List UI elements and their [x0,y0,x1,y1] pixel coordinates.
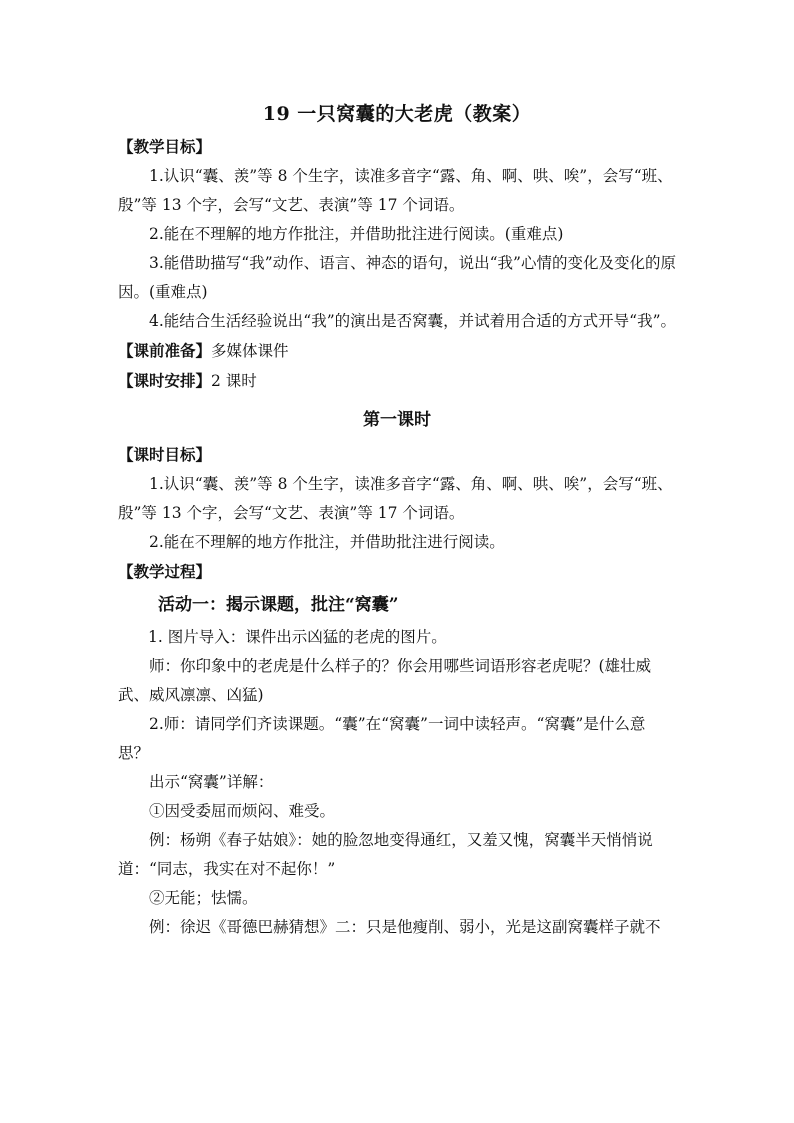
activity-one-title: 活动一：揭示课题，批注“窝囊” [158,595,399,615]
process-heading [118,557,676,587]
activity-paragraph: 例：杨朔《春子姑娘》：她的脸忽地变得通红，又羞又愧，窝囊半天悄悄说道：“同志，我实在对不起你！” [118,831,653,878]
lesson-goal-item: 1.认识“囊、羡”等 8 个生字，读准多音字“露、角、啊、哄、唉”，会写“班、殷”等 13 个字，会写“文艺、表演”等 17 个词语。 [118,475,673,522]
activity-paragraph: 师：你印象中的老虎是什么样子的？你会用哪些词语形容老虎呢？(雄壮威武、威风凛凛、凶猛) [118,657,652,704]
schedule-line [118,366,676,396]
schedule-value: 2 课时 [211,372,257,390]
process-label: 【教学过程】 [118,562,212,581]
prep-label: 【课前准备】 [118,341,212,360]
teaching-goals-label: 【教学目标】 [118,137,212,156]
activity-paragraph: 1. 图片导入：课件出示凶猛的老虎的图片。 [148,628,447,646]
prep-line [118,336,676,366]
activity-paragraph: 例：徐迟《哥德巴赫猜想》二：只是他瘦削、弱小，光是这副窝囊样子就不 [149,918,661,936]
lesson-one-title: 第一课时 [363,410,431,430]
lesson-goal-item: 2.能在不理解的地方作批注，并借助批注进行阅读。 [149,533,505,551]
document-title: 19 一只窝囊的大老虎（教案） [262,103,532,125]
goal-item: 4.能结合生活经验说出“我”的演出是否窝囊，并试着用合适的方式开导“我”。 [149,312,676,330]
goal-item: 3.能借助描写“我”动作、语言、神态的语句，说出“我”心情的变化及变化的原因。(重难点) [118,254,676,301]
lesson-goals-label: 【课时目标】 [118,445,212,464]
document-body [118,100,676,942]
schedule-label: 【课时安排】 [118,371,212,390]
activity-paragraph: ①因受委屈而烦闷、难受。 [149,802,336,820]
lesson-goals-heading [118,440,676,470]
goal-item: 1.认识“囊、羡”等 8 个生字，读准多音字“露、角、啊、哄、唉”，会写“班、殷”等 13 个字，会写“文艺、表演”等 17 个词语。 [118,167,673,214]
teaching-goals-heading [118,132,676,162]
activity-paragraph: ②无能；怯懦。 [149,889,258,907]
prep-value: 多媒体课件 [211,342,289,360]
activity-paragraph: 2.师：请同学们齐读课题。“囊”在“窝囊”一词中读轻声。“窝囊”是什么意思？ [118,715,646,762]
activity-paragraph: 出示“窝囊”详解： [149,773,274,791]
goal-item: 2.能在不理解的地方作批注，并借助批注进行阅读。(重难点) [149,225,564,243]
